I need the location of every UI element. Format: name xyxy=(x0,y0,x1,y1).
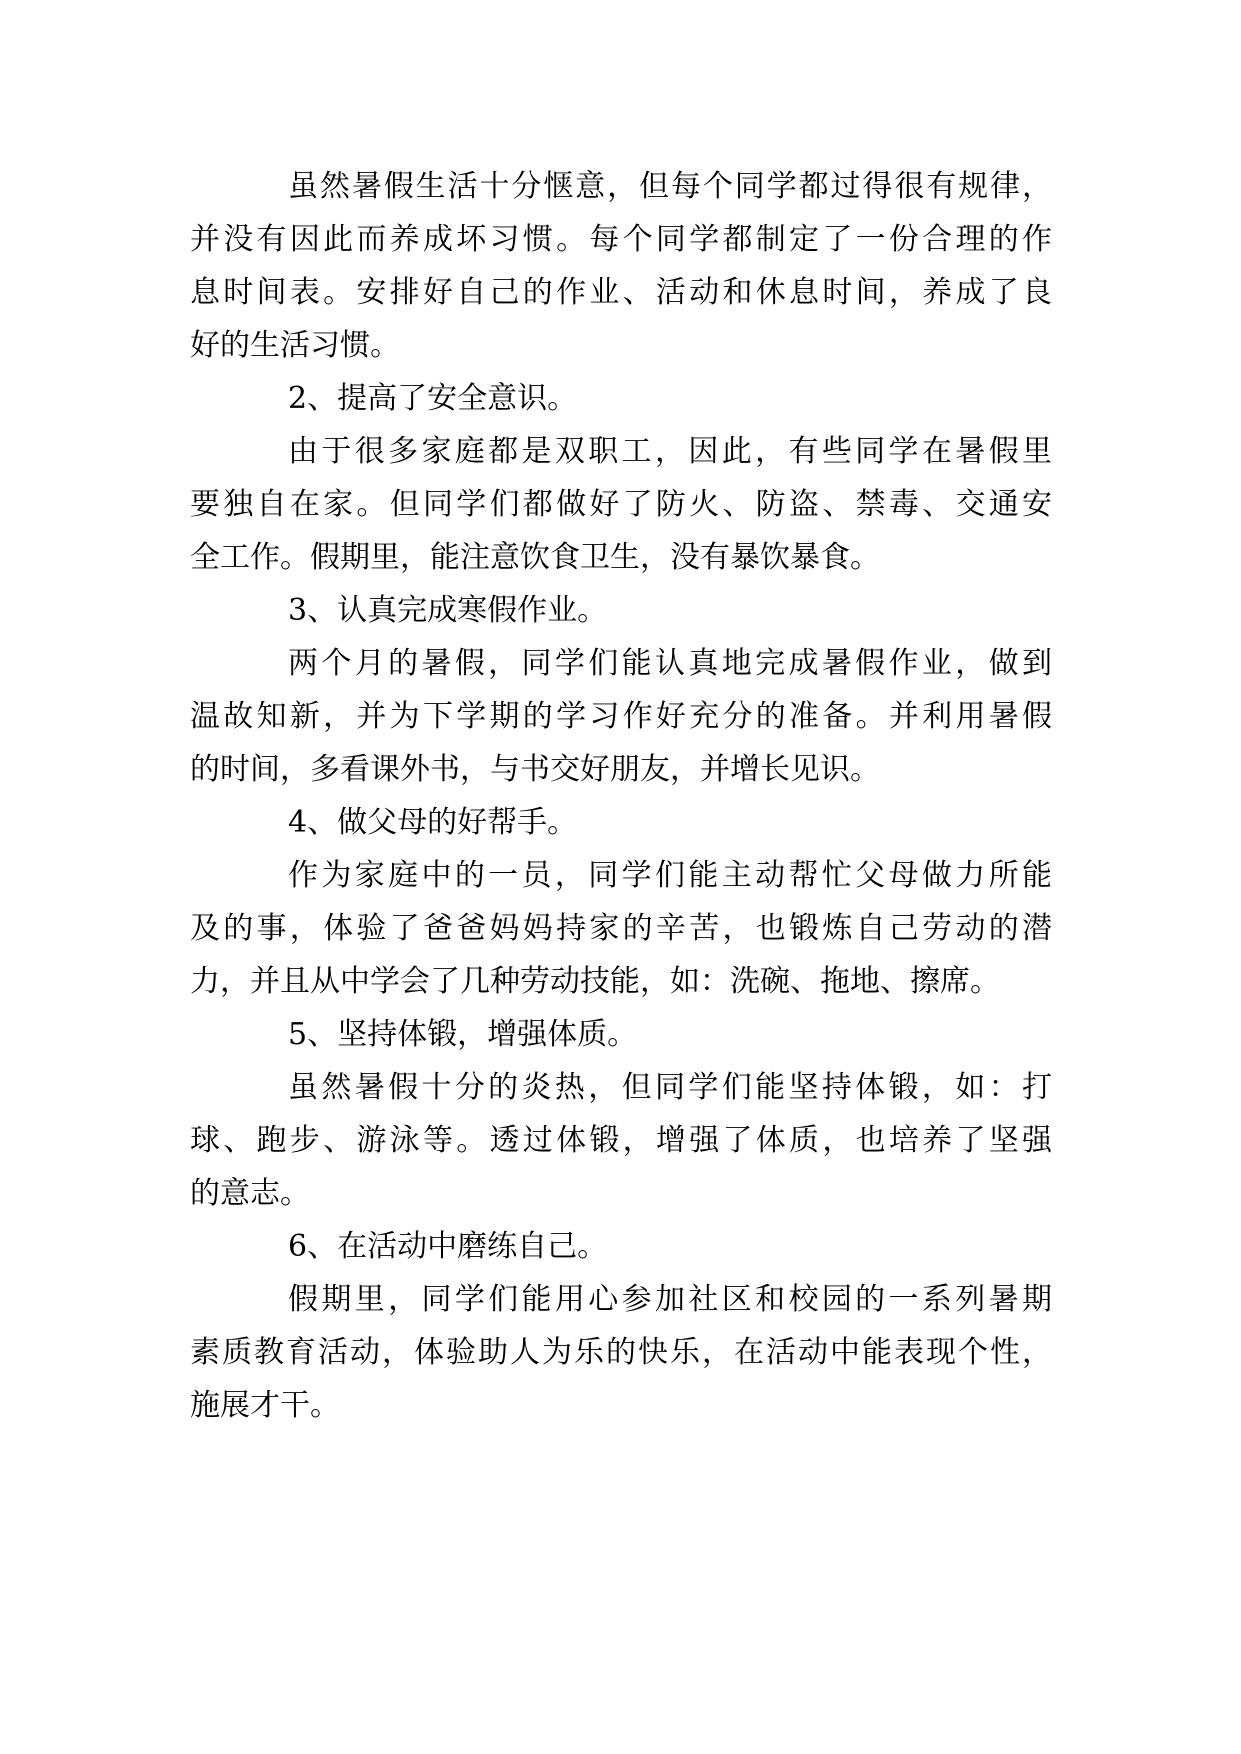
document-body xyxy=(190,160,1052,1432)
paragraph-line: 的时间，多看课外书，与书交好朋友，并增长见识。 xyxy=(190,752,880,787)
body-paragraph xyxy=(190,637,1052,796)
section-heading: 6、在活动中磨练自己。 xyxy=(288,1229,608,1264)
body-paragraph xyxy=(190,1273,1052,1432)
paragraph-line: 及的事，体验了爸爸妈妈持家的辛苦，也锻炼自己劳动的潜 xyxy=(190,911,1052,946)
paragraph-line: 好的生活习惯。 xyxy=(190,328,400,363)
paragraph-line: 素质教育活动，体验助人为乐的快乐，在活动中能表现个性， xyxy=(190,1335,1052,1370)
paragraph-line: 要独自在家。但同学们都做好了防火、防盗、禁毒、交通安 xyxy=(190,487,1052,522)
paragraph-line: 施展才干。 xyxy=(190,1388,340,1423)
body-paragraph xyxy=(190,849,1052,1008)
paragraph-line: 力，并且从中学会了几种劳动技能，如：洗碗、拖地、擦席。 xyxy=(190,964,1000,999)
body-paragraph xyxy=(190,425,1052,584)
paragraph-line: 假期里，同学们能用心参加社区和校园的一系列暑期 xyxy=(288,1282,1052,1317)
body-paragraph xyxy=(190,1061,1052,1220)
paragraph-line: 的意志。 xyxy=(190,1176,310,1211)
paragraph-line: 息时间表。安排好自己的作业、活动和休息时间，养成了良 xyxy=(190,275,1052,310)
paragraph-line: 虽然暑假生活十分惬意，但每个同学都过得很有规律， xyxy=(288,169,1052,204)
paragraph-line: 球、跑步、游泳等。透过体锻，增强了体质，也培养了坚强 xyxy=(190,1123,1052,1158)
paragraph-line: 并没有因此而养成坏习惯。每个同学都制定了一份合理的作 xyxy=(190,222,1052,257)
section-heading: 2、提高了安全意识。 xyxy=(288,381,578,416)
paragraph-line: 两个月的暑假，同学们能认真地完成暑假作业，做到 xyxy=(288,646,1052,681)
paragraph-line: 由于很多家庭都是双职工，因此，有些同学在暑假里 xyxy=(288,434,1052,469)
paragraph-line: 作为家庭中的一员，同学们能主动帮忙父母做力所能 xyxy=(288,858,1052,893)
section-heading: 4、做父母的好帮手。 xyxy=(288,805,578,840)
paragraph-line: 虽然暑假十分的炎热，但同学们能坚持体锻，如：打 xyxy=(288,1070,1052,1105)
paragraph-line: 温故知新，并为下学期的学习作好充分的准备。并利用暑假 xyxy=(190,699,1052,734)
section-heading: 5、坚持体锻，增强体质。 xyxy=(288,1017,638,1052)
section-heading: 3、认真完成寒假作业。 xyxy=(288,593,608,628)
paragraph-line: 全工作。假期里，能注意饮食卫生，没有暴饮暴食。 xyxy=(190,540,880,575)
body-paragraph xyxy=(190,160,1052,372)
